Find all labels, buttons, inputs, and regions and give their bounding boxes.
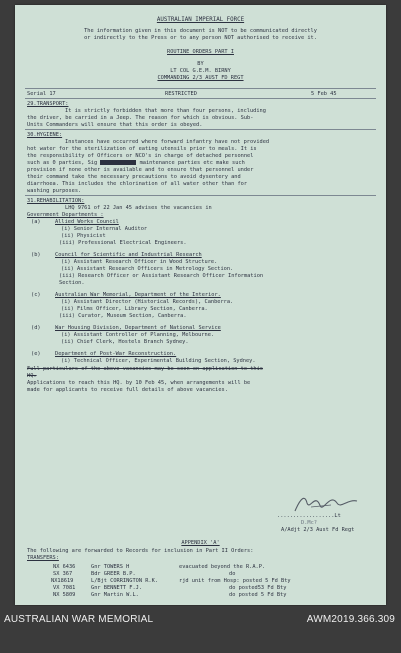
section-rule bbox=[25, 195, 376, 196]
by-label: BY bbox=[197, 61, 204, 67]
dept-name: War Housing Division, Department of National Service bbox=[55, 325, 221, 331]
section-31-intro: Government Departments : bbox=[27, 212, 104, 218]
transfer-action: evacuated beyond the R.A.P. bbox=[179, 564, 266, 570]
dept-item: (iii) Curator, Museum Section, Canberra. bbox=[59, 313, 187, 319]
dept-item: Section. bbox=[59, 280, 85, 286]
dept-marker: (a) bbox=[31, 219, 41, 225]
transfer-name: Gnr TOWERS H bbox=[91, 564, 130, 570]
dept-marker: (b) bbox=[31, 252, 41, 258]
serial-rule bbox=[25, 98, 376, 99]
section-29-title: 29.TRANSPORT: bbox=[27, 101, 69, 107]
struck-text: HQ. bbox=[27, 373, 37, 379]
appendix-title: APPENDIX 'A' bbox=[181, 540, 220, 546]
section-31-intro: LHQ 9761 of 22 Jan 45 advises the vacancies in bbox=[65, 205, 212, 211]
section-31-title: 31.REHABILITATION: bbox=[27, 198, 85, 204]
confidentiality-notice-line2: or indirectly to the Press or to any person NOT authorised to receive it. bbox=[84, 35, 317, 41]
dept-name: Council for Scientific and Industrial Research bbox=[55, 252, 202, 258]
transfer-number: VX 7081 bbox=[53, 585, 76, 591]
transfer-action: do posted 5 Fd Bty bbox=[229, 592, 287, 598]
dept-item: (ii) Assistant Research Officers in Metrology Section. bbox=[61, 266, 234, 272]
dept-name: Allied Works Council bbox=[55, 219, 119, 225]
dept-item: (i) Assistant Controller of Planning, Melbourne. bbox=[61, 332, 215, 338]
document-page bbox=[15, 5, 386, 605]
section-29-line: Units Commanders will ensure that this order is obeyed. bbox=[27, 122, 203, 128]
transfer-action: do posted53 Fd Bty bbox=[229, 585, 287, 591]
dept-item: (ii) Chief Clerk, Hostels Branch Sydney. bbox=[61, 339, 189, 345]
section-29-line: It is strictly forbidden that more than four persons, including bbox=[65, 108, 266, 114]
signature-dotted-line: ..................Lt bbox=[277, 513, 341, 519]
struck-text: Full particulars of the above vacancies may be seen on application to this bbox=[27, 366, 263, 372]
section-30-line: washing purposes. bbox=[27, 188, 82, 194]
section-rule bbox=[25, 129, 376, 130]
signatory-name: D.Mc? bbox=[301, 520, 317, 526]
dept-item: (i) Technical Officer, Experimental Building Section, Sydney. bbox=[61, 358, 256, 364]
dept-item: (i) Assistant Research Officer in Wood Structure. bbox=[61, 259, 218, 265]
transfer-name: L/Bjt CORRINGTON R.K. bbox=[91, 578, 158, 584]
section-30-line-start: such as 0 parties, Sig bbox=[27, 160, 98, 166]
dept-name: Australian War Memorial, Department of the Interior. bbox=[55, 292, 221, 298]
section-30-line: their command take the necessary precautions to avoid dysentery and bbox=[27, 174, 241, 180]
dept-item: (i) Senior Internal Auditor bbox=[61, 226, 148, 232]
section-30-line: Instances have occurred where forward infantry have not provided bbox=[65, 139, 270, 145]
command-line: COMMANDING 2/3 AUST FD REGT bbox=[157, 75, 244, 81]
redaction-bar bbox=[100, 160, 136, 165]
dept-marker: (e) bbox=[31, 351, 41, 357]
handwritten-signature bbox=[291, 493, 361, 515]
section-30-line: the responsibility of Officers or NCO's in charge of detached personnel bbox=[27, 153, 254, 159]
transfer-name: Bdr GREER B.P. bbox=[91, 571, 136, 577]
section-30-line: provision if none other is available and to ensure that personnel under bbox=[27, 167, 254, 173]
archive-name: AUSTRALIAN WAR MEMORIAL bbox=[4, 614, 154, 625]
confidentiality-notice-line1: The information given in this document is NOT to be communicated directly bbox=[84, 28, 317, 34]
transfer-name: Gnr Martin W.L. bbox=[91, 592, 139, 598]
section-30-line bbox=[27, 160, 245, 166]
classification: RESTRICTED bbox=[165, 91, 197, 97]
section-29-line: the driver, be carried in a Jeep. The reason for which is obvious. Sub- bbox=[27, 115, 254, 121]
archive-footer bbox=[0, 606, 401, 653]
dept-item: (ii) Physicist bbox=[61, 233, 106, 239]
transfer-number: NX 6436 bbox=[53, 564, 76, 570]
section-30-title: 30.HYGIENE: bbox=[27, 132, 63, 138]
dept-item: (i) Assistant Director (Historical Records), Canberra. bbox=[61, 299, 234, 305]
serial-number: Serial 17 bbox=[27, 91, 56, 97]
dept-name: Department of Post-War Reconstruction. bbox=[55, 351, 177, 357]
appendix-subhead: TRANSFERS: bbox=[27, 555, 59, 561]
transfer-name: Gnr BENNETT F.J. bbox=[91, 585, 143, 591]
transfer-number: NX18619 bbox=[51, 578, 74, 584]
archive-accession-number: AWM2019.366.309 bbox=[306, 614, 395, 625]
transfer-number: SX 367 bbox=[53, 571, 73, 577]
orders-title: ROUTINE ORDERS PART I bbox=[167, 49, 234, 55]
transfer-action: do bbox=[229, 571, 236, 577]
section-31-closing: Applications to reach this HQ. by 10 Feb 45, when arrangements will be bbox=[27, 380, 251, 386]
dept-marker: (d) bbox=[31, 325, 41, 331]
signatory-role: A/Adjt 2/3 Aust Fd Regt bbox=[281, 527, 355, 533]
order-date: 5 Feb 45 bbox=[311, 91, 337, 97]
officer-name: LT COL G.E.M. BIRNY bbox=[170, 68, 231, 74]
appendix-intro: The following are forwarded to Records for inclusion in Part II Orders: bbox=[27, 548, 254, 554]
dept-item: (ii) Films Officer, Library Section, Canberra. bbox=[61, 306, 208, 312]
transfer-action: rjd unit from Hosp: posted 5 Fd Bty bbox=[179, 578, 291, 584]
section-31-closing: made for applicants to receive full details of above vacancies. bbox=[27, 387, 228, 393]
dept-item: (iii) Professional Electrical Engineers. bbox=[59, 240, 187, 246]
dept-marker: (c) bbox=[31, 292, 41, 298]
section-30-line: hot water for the sterilization of eating utensils prior to meals. It is bbox=[27, 146, 257, 152]
document-title: AUSTRALIAN IMPERIAL FORCE bbox=[156, 17, 245, 23]
section-30-line-end: maintenance parties etc make such bbox=[139, 160, 245, 166]
transfer-number: NX 5809 bbox=[53, 592, 76, 598]
dept-item: (iii) Research Officer or Assistant Research Officer Information bbox=[59, 273, 264, 279]
header-rule bbox=[25, 88, 376, 89]
section-30-line: diarrhoea. This includes the chlorination of all water other than for bbox=[27, 181, 248, 187]
